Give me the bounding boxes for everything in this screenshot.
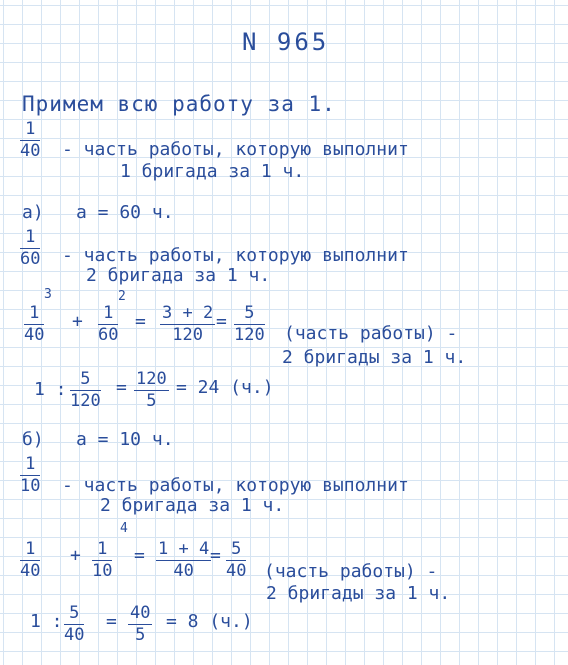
part-a-sum-note: (часть работы) - xyxy=(284,323,458,344)
part-b-calc-f1 xyxy=(64,604,84,645)
denominator: 40 xyxy=(20,561,41,581)
equals-sign: = xyxy=(116,377,127,398)
part-a-sum-note2: 2 бригады за 1 ч. xyxy=(282,347,467,368)
numerator: 1 xyxy=(25,227,36,247)
denominator: 120 xyxy=(234,325,265,345)
part-a-sum-f1 xyxy=(24,304,44,345)
part-a-condition: a = 60 ч. xyxy=(76,202,174,223)
multiplier-3: 3 xyxy=(44,287,52,302)
equals-sign: = xyxy=(134,545,145,566)
part-a-fraction xyxy=(20,228,40,269)
part-a-calc-f1 xyxy=(70,370,101,411)
part-b-sum-f4 xyxy=(226,540,246,581)
fraction-1-40 xyxy=(20,120,40,161)
part-b-condition: a = 10 ч. xyxy=(76,429,174,450)
equals-sign: = xyxy=(106,611,117,632)
equals-sign: = xyxy=(135,311,146,332)
plus-sign: + xyxy=(72,311,83,332)
numerator: 1 xyxy=(103,303,114,323)
denominator: 40 xyxy=(24,325,45,345)
numerator: 1 xyxy=(25,539,36,559)
denominator: 10 xyxy=(20,476,41,496)
denominator: 120 xyxy=(70,391,101,411)
part-a-text2: 2 бригада за 1 ч. xyxy=(86,265,271,286)
line1-text: - часть работы, которую выполнит xyxy=(62,139,409,160)
part-b-text2: 2 бригада за 1 ч. xyxy=(100,495,285,516)
numerator: 5 xyxy=(80,369,91,389)
line1-text2: 1 бригада за 1 ч. xyxy=(120,161,305,182)
denominator: 40 xyxy=(226,561,247,581)
denominator: 40 xyxy=(173,561,194,581)
numerator: 40 xyxy=(130,603,151,623)
numerator: 5 xyxy=(231,539,242,559)
numerator: 1 xyxy=(29,303,40,323)
part-a-label: а) xyxy=(22,202,44,223)
numerator: 1 xyxy=(97,539,108,559)
part-b-result: = 8 (ч.) xyxy=(166,611,253,632)
part-b-sum-f3 xyxy=(156,540,211,581)
part-b-sum-note: (часть работы) - xyxy=(264,561,438,582)
numerator: 1 xyxy=(25,454,36,474)
part-b-text: - часть работы, которую выполнит xyxy=(62,475,409,496)
part-a-result: = 24 (ч.) xyxy=(176,377,274,398)
multiplier-4: 4 xyxy=(120,521,128,536)
part-a-sum-f2 xyxy=(98,304,118,345)
equals-sign: = xyxy=(210,545,221,566)
numerator: 5 xyxy=(244,303,255,323)
part-a-calc-f2 xyxy=(134,370,169,411)
denominator: 60 xyxy=(20,249,41,269)
denominator: 5 xyxy=(135,625,146,645)
denominator: 5 xyxy=(146,391,157,411)
denominator: 40 xyxy=(64,625,85,645)
part-b-label: б) xyxy=(22,429,44,450)
numerator: 3 + 2 xyxy=(162,303,214,323)
plus-sign: + xyxy=(70,545,81,566)
numerator: 5 xyxy=(69,603,80,623)
part-b-sum-f1 xyxy=(20,540,40,581)
part-a-calc-lead: 1 : xyxy=(34,379,67,400)
part-b-calc-f2 xyxy=(128,604,152,645)
numerator: 1 + 4 xyxy=(158,539,210,559)
intro-line: Примем всю работу за 1. xyxy=(22,92,336,116)
part-a-text: - часть работы, которую выполнит xyxy=(62,245,409,266)
part-b-calc-lead: 1 : xyxy=(30,611,63,632)
numerator: 1 xyxy=(25,119,36,139)
part-a-sum-f3 xyxy=(160,304,215,345)
part-a-sum-f4 xyxy=(234,304,265,345)
multiplier-2: 2 xyxy=(118,289,126,304)
problem-number: N 965 xyxy=(242,28,330,56)
denominator: 120 xyxy=(172,325,203,345)
part-b-fraction xyxy=(20,455,40,496)
denominator: 40 xyxy=(20,141,41,161)
equals-sign: = xyxy=(216,311,227,332)
part-b-sum-f2 xyxy=(92,540,112,581)
denominator: 10 xyxy=(92,561,113,581)
numerator: 120 xyxy=(136,369,167,389)
part-b-sum-note2: 2 бригады за 1 ч. xyxy=(266,583,451,604)
denominator: 60 xyxy=(98,325,119,345)
